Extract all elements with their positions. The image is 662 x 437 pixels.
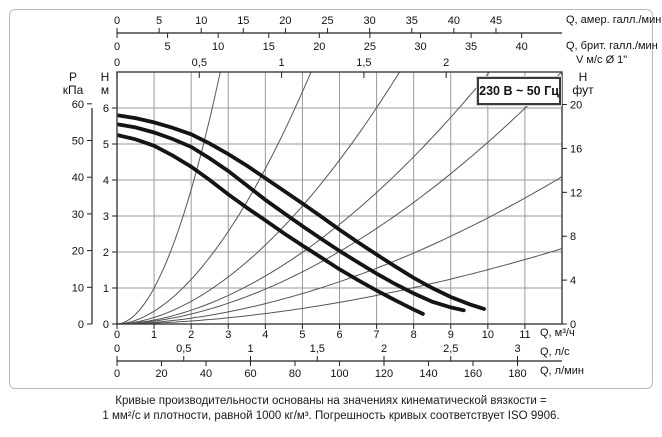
system-curve-4	[117, 60, 500, 324]
tick-label: 10	[71, 282, 84, 295]
tick-label: 140	[419, 368, 438, 380]
tick-label: 2,5	[443, 343, 459, 355]
tick-label: 20	[279, 15, 292, 27]
tick-label: 40	[71, 172, 84, 185]
tick-label: 8	[410, 329, 417, 341]
tick-label: 20	[71, 245, 84, 258]
liters-axis	[114, 343, 562, 380]
head-ft-axis-letter: H	[578, 70, 588, 84]
tick-label: 45	[489, 15, 503, 27]
head-m-axis	[103, 103, 117, 331]
tick-label: 11	[519, 329, 531, 341]
tick-label: 20	[570, 99, 583, 112]
power-rating-label: 230 В ~ 50 Гц	[479, 84, 559, 98]
us-gpm-axis-label: Q, амер. галл./мин	[566, 14, 662, 26]
system-curve-1	[117, 55, 224, 324]
tick-label: 1	[278, 57, 285, 69]
tick-label: 3	[225, 329, 232, 341]
tick-label: 1	[247, 343, 254, 355]
tick-label: 35	[464, 41, 478, 53]
tick-label: 1,5	[309, 343, 325, 355]
tick-label: 5	[156, 15, 163, 27]
tick-label: 30	[71, 208, 84, 221]
tick-label: 1,5	[356, 57, 372, 69]
head-m-axis-unit: м	[100, 83, 110, 97]
tick-label: 60	[71, 98, 84, 111]
tick-label: 8	[570, 231, 577, 244]
tick-label: 0	[113, 329, 121, 341]
tick-label: 6	[336, 329, 343, 341]
tick-label: 0	[570, 319, 577, 331]
tick-label: 2	[380, 343, 388, 355]
tick-label: 5	[299, 329, 306, 341]
tick-label: 20	[155, 368, 168, 380]
tick-label: 1	[102, 283, 109, 295]
tick-label: 35	[405, 15, 418, 27]
q-m3h-axis-label: Q, м³/ч	[540, 327, 575, 339]
uk-gpm-axis-label: Q, брит. галл./мин	[566, 40, 658, 52]
tick-label: 30	[414, 41, 427, 53]
tick-label: 80	[288, 368, 302, 380]
head-m-axis-letter: H	[100, 70, 110, 84]
tick-label: 4	[570, 275, 577, 288]
tick-label: 4	[102, 175, 109, 187]
tick-label: 100	[330, 368, 349, 380]
system-curve-2	[117, 57, 317, 324]
pressure-axis-unit: кПа	[62, 83, 84, 97]
caption-line-1: Кривые производительности основаны на значениях кинематической вязкости =	[115, 395, 547, 407]
tick-label: 12	[570, 187, 583, 200]
tick-label: 160	[463, 368, 483, 380]
tick-label: 60	[244, 368, 257, 380]
gridlines	[117, 72, 562, 324]
tick-label: 2	[102, 247, 109, 259]
head-ft-axis	[562, 100, 582, 331]
tick-label: 3	[102, 211, 109, 223]
tick-label: 0	[113, 57, 121, 69]
tick-label: 2	[443, 57, 450, 69]
tick-label: 0	[113, 41, 121, 53]
tick-label: 0	[77, 319, 84, 331]
tick-label: 9	[447, 329, 454, 341]
tick-label: 1	[151, 329, 158, 341]
tick-label: 0	[102, 319, 109, 331]
velocity-axis-label: V м/с Ø 1"	[576, 54, 628, 66]
tick-label: 0	[113, 343, 121, 355]
tick-label: 180	[508, 368, 527, 380]
tick-label: 120	[374, 368, 394, 380]
caption-line-2: 1 мм²/с и плотности, равной 1000 кг/м³. Погрешность кривых соответствует ISO 9906.	[102, 410, 560, 422]
q-m3h-axis	[114, 324, 531, 341]
q-ls-axis-label: Q, л/с	[540, 346, 570, 358]
tick-label: 25	[321, 15, 334, 27]
tick-label: 4	[262, 329, 269, 341]
tick-label: 20	[313, 41, 326, 53]
tick-label: 16	[570, 143, 583, 156]
tick-label: 5	[164, 41, 171, 53]
tick-label: 0	[113, 368, 121, 380]
tick-label: 0,5	[191, 57, 207, 69]
tick-label: 5	[102, 139, 109, 151]
tick-label: 10	[212, 41, 225, 53]
tick-label: 0	[113, 15, 121, 27]
head-ft-axis-unit: фут	[572, 83, 594, 97]
tick-label: 6	[102, 103, 109, 115]
tick-label: 10	[481, 329, 494, 341]
q-lmin-axis-label: Q, л/мин	[540, 365, 584, 377]
tick-label: 40	[447, 15, 460, 27]
head-m-axis-header	[96, 71, 114, 97]
chart-caption	[0, 394, 662, 424]
pressure-axis-letter: P	[68, 70, 77, 84]
tick-label: 25	[363, 41, 377, 53]
tick-label: 40	[515, 41, 528, 53]
power-rating-box	[477, 77, 561, 105]
tick-label: 40	[199, 368, 213, 380]
tick-label: 0,5	[176, 343, 192, 355]
tick-label: 50	[71, 135, 84, 148]
tick-label: 30	[363, 15, 376, 27]
pressure-axis	[72, 99, 92, 331]
tick-label: 2	[188, 329, 195, 341]
tick-label: 15	[237, 15, 250, 27]
tick-label: 10	[195, 15, 208, 27]
pressure-axis-header	[58, 71, 88, 97]
velocity-axis	[114, 57, 449, 78]
tick-label: 15	[262, 41, 275, 53]
head-ft-axis-header	[568, 71, 598, 97]
tick-label: 7	[373, 329, 380, 341]
gallons-axis	[114, 15, 562, 53]
tick-label: 3	[514, 343, 521, 355]
